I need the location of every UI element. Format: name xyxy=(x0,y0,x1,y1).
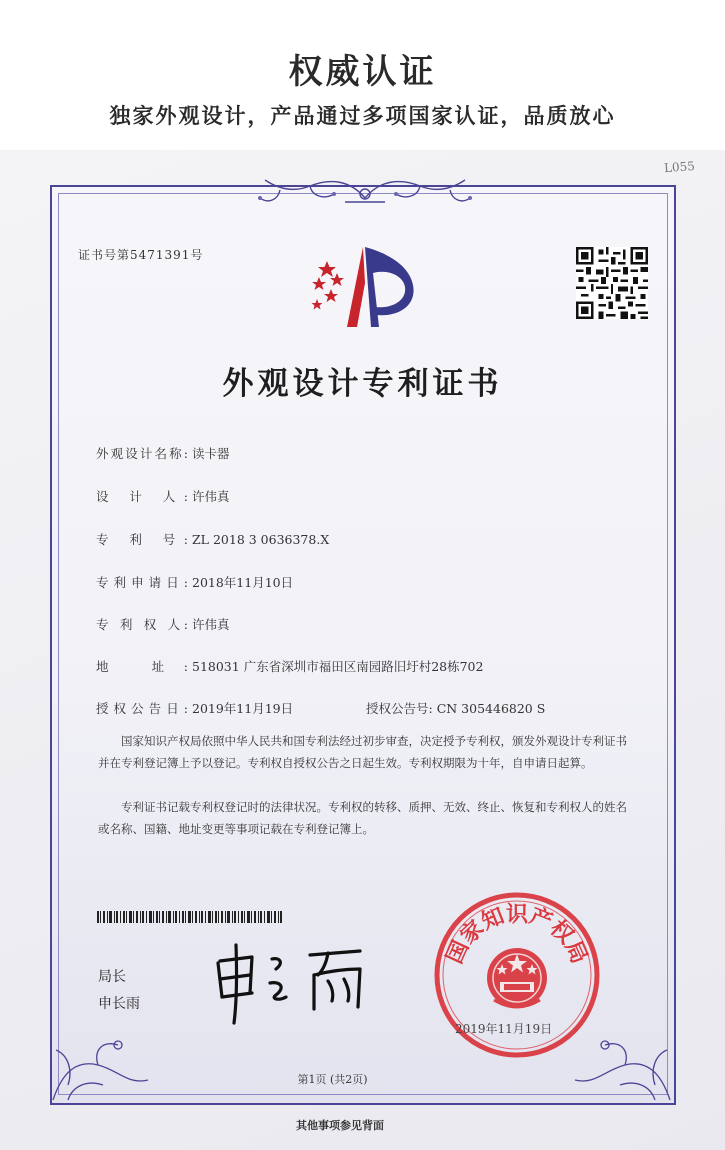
legal-status-statement: 专利证书记载专利权登记时的法律状况。专利权的转移、质押、无效、终止、恢复和专利权人的姓名或名称、国籍、地址变更等事项记载在专利登记簿上。 xyxy=(98,800,627,836)
field-patent-number xyxy=(96,530,329,548)
field-label: 授权公告号: xyxy=(366,701,433,716)
field-label: 设 计 人: xyxy=(96,489,188,504)
certificate-number: 证书号第5471391号 xyxy=(78,248,204,262)
page-title: 权威认证 xyxy=(288,52,437,92)
field-value: 2018年11月10日 xyxy=(192,575,294,590)
field-label: 外观设计名称: xyxy=(96,446,188,461)
grant-statement: 国家知识产权局依照中华人民共和国专利法经过初步审查，决定授予专利权，颁发外观设计专利证书并在专利登记簿上予以登记。专利权自授权公告之日起生效。专利权期限为十年，自申请日起算。 xyxy=(98,734,627,770)
field-patentee xyxy=(96,615,230,633)
certificate-heading: 外观设计专利证书 xyxy=(222,366,503,402)
back-note: 其他事项参见背面 xyxy=(296,1119,384,1132)
director-signature xyxy=(210,935,370,1030)
field-label: 专 利 号: xyxy=(96,532,188,547)
field-value: 2019年11月19日 xyxy=(192,701,294,716)
field-label: 地 址: xyxy=(96,659,188,674)
page-number: 第1页 (共2页) xyxy=(297,1073,368,1086)
field-value: 许伟真 xyxy=(192,617,230,632)
field-label: 专 利 权 人: xyxy=(96,617,188,632)
bottom-left-ornament xyxy=(48,1030,158,1105)
field-grant-date xyxy=(96,699,293,717)
qr-code xyxy=(576,247,648,319)
director-name: 申长雨 xyxy=(98,996,140,1012)
field-value: 读卡器 xyxy=(192,446,230,461)
field-designer xyxy=(96,487,230,505)
field-value: 518031 广东省深圳市福田区南园路旧圩村28栋702 xyxy=(192,659,484,674)
director-title: 局长 xyxy=(98,969,126,985)
field-value: 许伟真 xyxy=(192,489,230,504)
field-application-date xyxy=(96,573,293,591)
field-label: 授权公告日: xyxy=(96,701,188,716)
page-subtitle: 独家外观设计，产品通过多项国家认证，品质放心 xyxy=(109,104,616,128)
barcode xyxy=(97,911,282,923)
field-address xyxy=(96,657,483,675)
patent-office-logo xyxy=(305,243,420,331)
top-ornament xyxy=(250,172,480,212)
seal-date: 2019年11月19日 xyxy=(455,1022,553,1036)
field-label: 专利申请日: xyxy=(96,575,188,590)
field-design-name xyxy=(96,444,230,462)
field-value: ZL 2018 3 0636378.X xyxy=(192,532,330,547)
handwritten-mark: L055 xyxy=(663,158,696,176)
field-value: CN 305446820 S xyxy=(436,701,546,716)
seal-text: 国家知识产权局 xyxy=(442,902,592,968)
field-announcement-number xyxy=(366,699,545,717)
